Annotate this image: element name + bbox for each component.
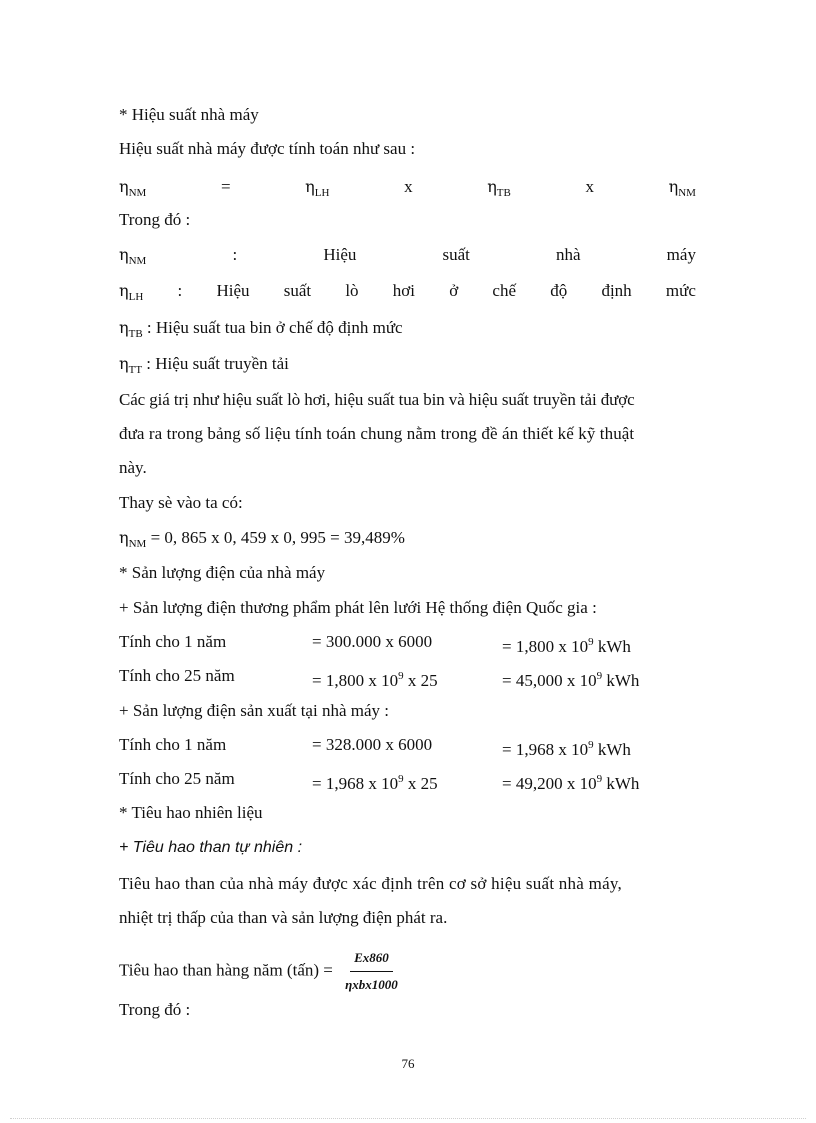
heading-plant-efficiency: * Hiệu suất nhà máy [119, 105, 259, 124]
commercial-row-1: Tính cho 1 năm = 300.000 x 6000 = 1,800 x $10^9$ kWh [119, 632, 631, 656]
coal-fraction: $\frac{Ex860}{\text{ηxbx1000}}$ [341, 946, 402, 997]
substitute-label: Thay sè vào ta có: [119, 493, 243, 512]
formula-times-1: x [404, 177, 413, 196]
definition-nm: $\eta_{NM}$ : Hiệu suất nhà máy [119, 245, 696, 267]
formula-term-nm: $\eta_{NM}$ [668, 177, 696, 199]
where-label-2: Trong đó : [119, 1000, 191, 1019]
paragraph2-line2: nhiệt trị thấp của than và sản lượng điện phát ra. [119, 908, 448, 927]
definition-lh: $\eta_{LH}$ : Hiệu suất lò hơi ở chế độ định mức [119, 281, 696, 303]
page-number: 76 [401, 1056, 415, 1071]
paragraph2-line1: Tiêu hao than của nhà máy được xác định trên cơ sở hiệu suất nhà máy, [119, 874, 623, 893]
efficiency-formula [119, 176, 696, 204]
intro-efficiency: Hiệu suất nhà máy được tính toán như sau : [119, 139, 416, 158]
formula-lhs: $\eta_{NM}$ [119, 177, 147, 199]
coal-subtitle: + Tiêu hao than tự nhiên : [119, 839, 303, 856]
commercial-title: + Sản lượng điện thương phẩm phát lên lưới Hệ thống điện Quốc gia : [119, 598, 597, 617]
production-title: + Sản lượng điện sản xuất tại nhà máy : [119, 701, 389, 720]
formula-equals: = [220, 177, 231, 196]
commercial-row-2: Tính cho 25 năm = 1,800 x $10^9$ x 25 = 45,000 x $10^9$ kWh [119, 666, 640, 690]
definition-tb: $\eta_{TB}$ : Hiệu suất tua bin ở chế độ định mức [119, 318, 403, 340]
formula-times-2: x [585, 177, 594, 196]
definition-tt: $\eta_{TT}$ : Hiệu suất truyền tải [119, 354, 289, 376]
paragraph1-line1: Các giá trị như hiệu suất lò hơi, hiệu suất tua bin và hiệu suất truyền tải được [119, 390, 635, 409]
efficiency-result: $\eta_{NM} = 0$, 865 x 0, 459 x 0, 995 = 39,489% [119, 528, 405, 550]
formula-term-lh: $\eta_{LH}$ [305, 177, 330, 199]
coal-formula: Tiêu hao than hàng năm (tấn) = $\frac{Ex860}{\text{ηxbx1000}}$ [119, 946, 696, 997]
paragraph1-line3: này. [119, 458, 147, 477]
page-bottom-divider [10, 1118, 806, 1119]
production-row-1: Tính cho 1 năm = 328.000 x 6000 = 1,968 x $10^9$ kWh [119, 735, 631, 759]
production-row-2: Tính cho 25 năm = 1,968 x $10^9$ x 25 = 49,200 x $10^9$ kWh [119, 769, 640, 793]
heading-power-output: * Sản lượng điện của nhà máy [119, 563, 326, 582]
heading-fuel: * Tiêu hao nhiên liệu [119, 803, 263, 822]
where-label: Trong đó : [119, 210, 191, 229]
paragraph1-line2: đưa ra trong bảng số liệu tính toán chung nằm trong đề án thiết kế kỹ thuật [119, 424, 635, 443]
formula-term-tb: $\eta_{TB}$ [487, 177, 511, 199]
